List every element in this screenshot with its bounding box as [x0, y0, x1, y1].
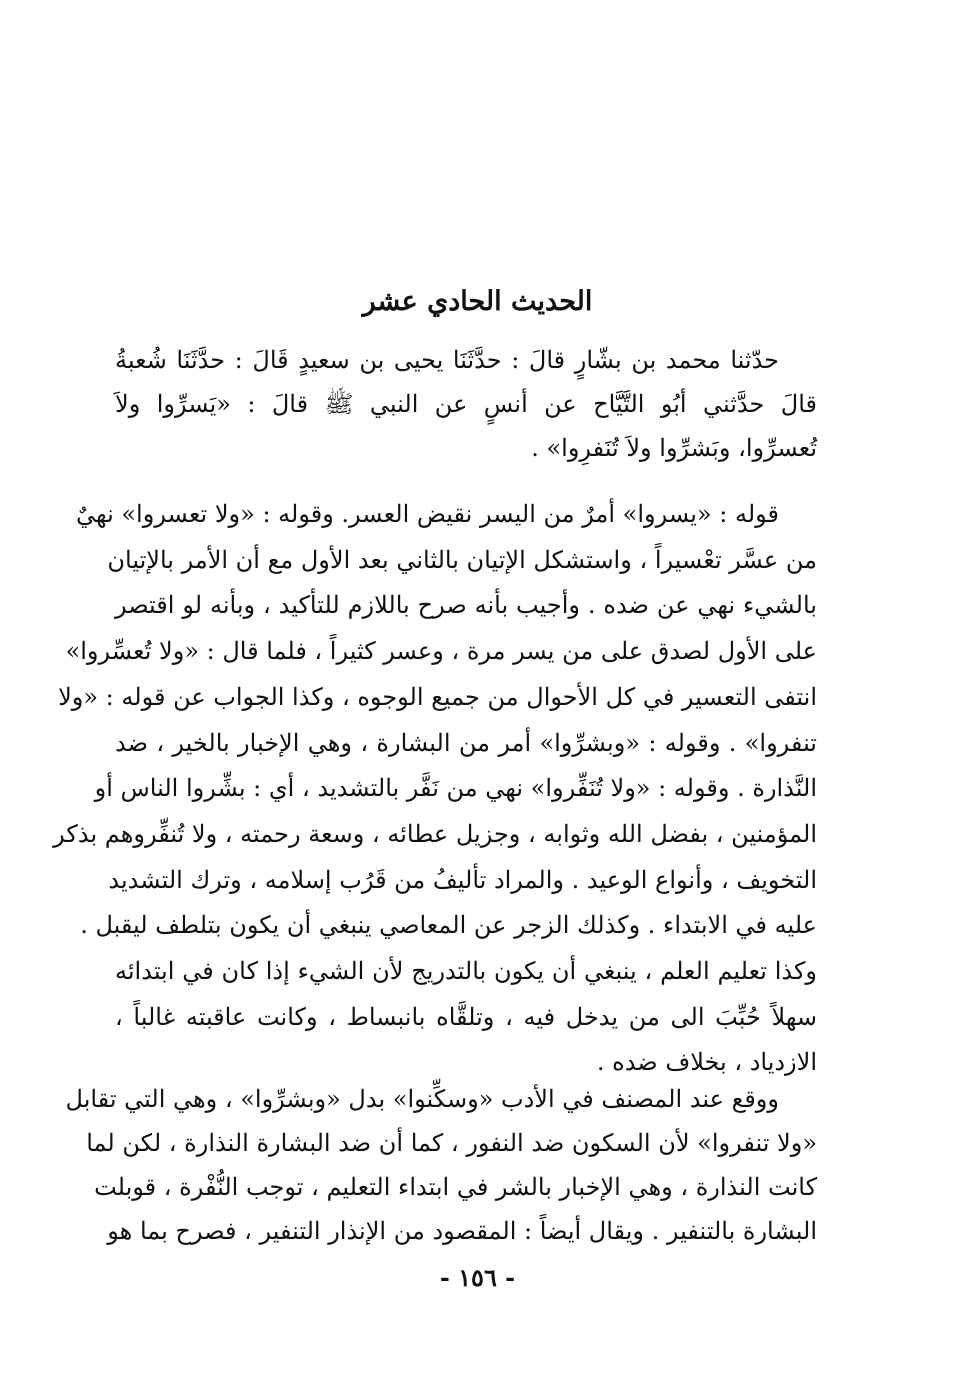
paragraph-line: التخويف ، وأنواع الوعيد . والمراد تأليفُ من قَرُب إسلامه ، وترك التشديد — [108, 865, 817, 894]
paragraph-line: بالشيء نهي عن ضده . وأجيب بأنه صرح باللازم للتأكيد ، وبأنه لو اقتصر — [115, 591, 817, 620]
paragraph-line: الازدياد ، بخلاف ضده . — [596, 1048, 817, 1077]
paragraph-line: النَّذارة . وقوله : «ولا تُنَفِّروا» نهي من نَفَّر بالتشديد ، أي : بشِّروا الناس أو — [94, 774, 817, 803]
paragraph-line: «ولا تنفروا» لأن السكون ضد النفور ، كما أن ضد البشارة النذارة ، لكن لما — [86, 1129, 817, 1157]
paragraph-line: عليه في الابتداء . وكذلك الزجر عن المعاصي ينبغي أن يكون بتلطف ليقبل . — [80, 911, 817, 940]
commentary-paragraph-1 — [53, 492, 817, 1086]
paragraph-line: قوله : «يسروا» أمرٌ من اليسر نقيض العسر. وقوله : «ولا تعسروا» نهيٌ — [76, 500, 779, 528]
hadith-text — [115, 338, 817, 470]
page-number: - ١٥٦ - — [439, 1263, 516, 1292]
paragraph-line: المؤمنين ، بفضل الله وثوابه ، وجزيل عطائه ، وسعة رحمته ، ولا تُنفِّروهم بذكر — [53, 819, 817, 848]
paragraph-line: على الأول لصدق على من يسر مرة ، وعسر كثيراً ، فلما قال : «ولا تُعسِّروا» — [65, 637, 817, 666]
paragraph-line: البشارة بالتنفير . ويقال أيضاً : المقصود من الإنذار التنفير ، فصرح بما هو — [107, 1217, 817, 1245]
hadith-line: قالَ حدَّثني أبُو التَّيَّاح عن أنسٍ عن النبي ﷺ قالَ : «يَسرِّوا ولاَ — [115, 390, 817, 418]
hadith-line: تُعسرِّوا، وبَشرِّوا ولاَ تُنَفرِوا» . — [531, 434, 817, 462]
paragraph-line: كانت النذارة ، وهي الإخبار بالشر في ابتداء التعليم ، توجب النُّفْرة ، قوبلت — [94, 1173, 817, 1201]
paragraph-line: ووقع عند المصنف في الأدب «وسكِّنوا» بدل «وبشرِّوا» ، وهي التي تقابل — [65, 1085, 779, 1113]
hadith-line: حدّثنا محمد بن بشّارٍ قالَ : حدَّثَنَا يحيى بن سعيدٍ قَالَ : حدَّثَنَا شُعبةُ — [115, 346, 780, 374]
paragraph-line: سهلاً حُبِّبَ الى من يدخل فيه ، وتلقَّاه بانبساط ، وكانت عاقبته غالباً ، — [115, 1002, 817, 1031]
paragraph-line: وكذا تعليم العلم ، ينبغي أن يكون بالتدريج لأن الشيء إذا كان في ابتدائه — [115, 957, 817, 986]
paragraph-line: من عسَّر تعْسيراً ، واستشكل الإتيان بالثاني بعد الأول مع أن الأمر بالإتيان — [107, 545, 817, 574]
chapter-title: الحديث الحادي عشر — [362, 286, 593, 317]
commentary-paragraph-2 — [65, 1077, 817, 1253]
paragraph-line: تنفروا» . وقوله : «وبشرِّوا» أمر من البشارة ، وهي الإخبار بالخير ، ضد — [115, 728, 817, 757]
paragraph-line: انتفى التعسير في كل الأحوال من جميع الوجوه ، وكذا الجواب عن قوله : «ولا — [58, 682, 817, 711]
